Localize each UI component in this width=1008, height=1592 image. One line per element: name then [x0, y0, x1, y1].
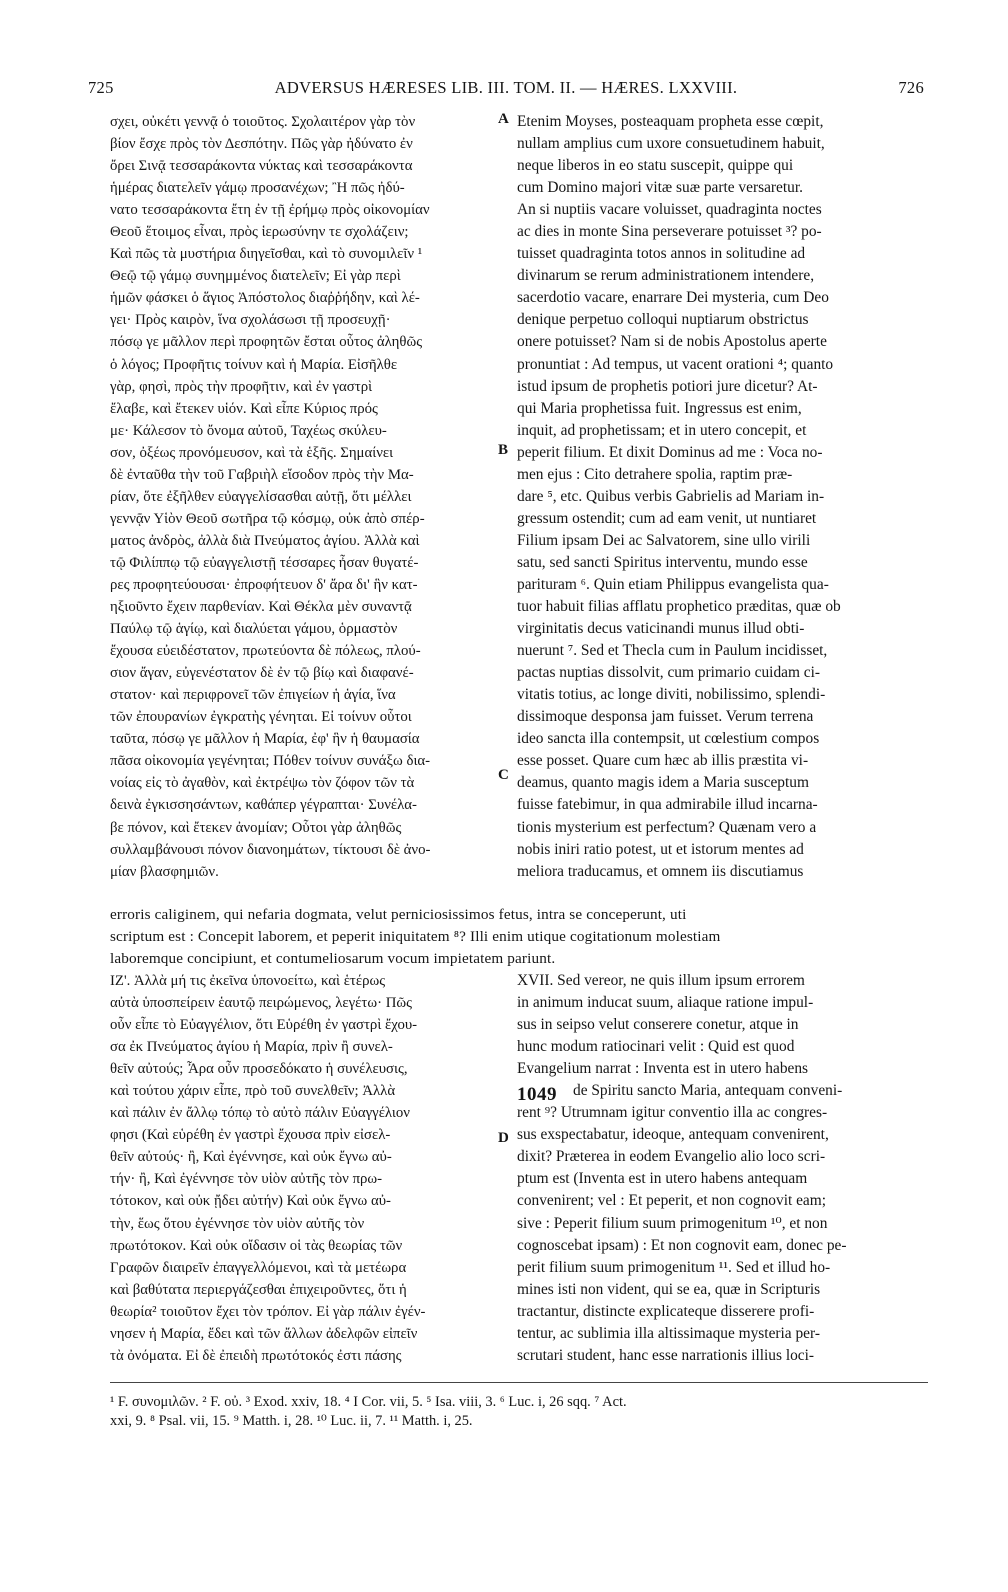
greek-text-line: σιον ἄγαν, εὐγενέστατον δὲ ἐν τῷ βίῳ καὶ διαφανέ- — [110, 665, 414, 682]
latin-text-line: deamus, quanto magis idem a Maria susceptum — [517, 774, 809, 792]
footnotes — [110, 1393, 930, 1431]
latin-column-lower — [517, 970, 927, 1367]
margin-marker-a: A — [498, 111, 509, 127]
latin-text-line: dixit? Præterea in eodem Evangelio alio loco scri- — [517, 1148, 826, 1166]
greek-text-line: θεῖν αὐτούς; Ἆρα οὖν προσεδόκατο ἡ συνέλευσις, — [110, 1061, 408, 1078]
full-width-text-line: laboremque concipiunt, et contumeliosarum vocum impietatem pariunt. — [110, 950, 556, 968]
greek-text-line: ματος ἀνδρὸς, ἀλλὰ διὰ Πνεύματος ἁγίου. Ἀλλὰ καὶ — [110, 532, 420, 549]
latin-text-line: dare ⁵, etc. Quibus verbis Gabrielis ad Mariam in- — [517, 487, 825, 505]
latin-text-line: sive : Peperit filium suum primogenitum ¹⁰, et non — [517, 1214, 828, 1232]
footnote-rule — [110, 1382, 928, 1383]
latin-text-line: Evangelium narrat : Inventa est in utero habens — [517, 1060, 809, 1078]
latin-text-line: satu, sed sancti Spiritus interventu, mundo esse — [517, 553, 808, 571]
latin-text-line: peperit filium. Et dixit Dominus ad me : Voca no- — [517, 443, 823, 461]
full-width-text — [110, 904, 930, 970]
latin-text-line: tentur, ac sublimia illa altissimaque mysteria per- — [517, 1324, 820, 1342]
margin-marker-d: D — [498, 1130, 509, 1146]
greek-text-line: ὄρει Σινᾷ τεσσαράκοντα νύκτας καὶ τεσσαράκοντα — [110, 158, 413, 175]
latin-text-line: scrutari student, hanc esse narrationis illius loci- — [517, 1346, 815, 1364]
margin-marker-c: C — [498, 767, 509, 783]
greek-text-line: νησεν ἡ Μαρία, ἔδει καὶ τῶν ἄλλων ἀδελφῶν εἰπεῖν — [110, 1325, 418, 1342]
greek-text-line: ἡμέρας διατελεῖν γάμῳ προσανέχων; Ἢ πῶς ἠδύ- — [110, 180, 405, 197]
page-number-left: 725 — [88, 78, 114, 97]
latin-text-line: convenirent; vel : Et peperit, et non cognovit eam; — [517, 1192, 827, 1210]
latin-text-line: gressum ostendit; cum ad eam venit, ut nuntiaret — [517, 509, 817, 527]
greek-text-line: ΙΖ'. Ἀλλὰ μή τις ἐκεῖνα ὑπονοείτω, καὶ ἑτέρως — [110, 973, 386, 989]
latin-text-line: de Spiritu sancto Maria, antequam conveni- — [573, 1082, 843, 1100]
greek-text-line: καὶ τούτου χάριν εἶπε, πρὸ τοῦ συνελθεῖν; Ἀλλὰ — [110, 1083, 396, 1100]
greek-text-line: νοίας εἰς τὸ ἀγαθὸν, καὶ ἐκτρέψω τὸν ζόφον τῶν τὰ — [110, 775, 415, 792]
latin-text-line: nuerunt ⁷. Sed et Thecla cum in Paulum incidisset, — [517, 642, 828, 660]
greek-text-line: πόσῳ γε μᾶλλον περὶ προφητῶν ἔσται οὗτος ἀληθῶς — [110, 334, 423, 351]
latin-text-line: virginitatis decus vaticinandi munus illud obti- — [517, 620, 805, 638]
latin-text-line: sus exspectabatur, ideoque, antequam convenirent, — [517, 1126, 829, 1144]
latin-text-line: meliora traducamus, et omnem iis discutiamus — [517, 862, 804, 880]
greek-text-line: οὖν εἶπε τὸ Εὐαγγέλιον, ὅτι Εὑρέθη ἐν γαστρὶ ἔχου- — [110, 1017, 418, 1034]
greek-text-line: ρες προφητεύουσαι· ἐπροφήτευον δ' ἄρα δι' ἣν κατ- — [110, 576, 418, 593]
page-number-right: 726 — [898, 78, 924, 97]
greek-text-line: ρίαν, ὅτε ἐξῆλθεν εὐαγγελίσασθαι αὐτῇ, ὅτι μέλλει — [110, 488, 412, 505]
greek-text-line: θεωρία² τοιοῦτον ἔχει τὸν τρόπον. Εἰ γὰρ πάλιν ἐγέν- — [110, 1303, 426, 1320]
latin-text-line: sacerdotio vacare, enarrare Dei mysteria, cum Deo — [517, 289, 829, 307]
greek-text-line: ὁ λόγος; Προφῆτις τοίνυν καὶ ἡ Μαρία. Εἰσῆλθε — [110, 356, 398, 373]
latin-text-line: ac dies in monte Sina perseverare potuisset ³? po- — [517, 223, 822, 241]
latin-text-line: pactas nuptias dissolvit, cum primario cuidam ci- — [517, 664, 821, 682]
greek-text-line: ταῦτα, πόσῳ γε μᾶλλον ἡ Μαρία, ἐφ' ἣν ἡ θαυμασία — [110, 731, 420, 748]
latin-text-line: inquit, ad prophetissam; et in utero concepit, et — [517, 421, 807, 439]
greek-text-line: αὐτὰ ὑποσπείρειν ἑαυτῷ πειρώμενος, λεγέτω· Πῶς — [110, 995, 412, 1012]
latin-text-line: vitatis totius, ac longe diviti, nobilissimo, splendi- — [517, 686, 826, 704]
greek-text-line: βίον ἔσχε πρὸς τὸν Δεσπότην. Πῶς γὰρ ἠδύνατο ἐν — [110, 136, 413, 153]
greek-text-line: ηξιοῦντο ἔχειν παρθενίαν. Καὶ Θέκλα μὲν συναντᾷ — [110, 599, 412, 616]
greek-text-line: γεννᾷν Υἱὸν Θεοῦ σωτῆρα τῷ κόσμῳ, οὐκ ἀπὸ σπέρ- — [110, 510, 425, 527]
latin-text-line: men ejus : Cito detrahere spolia, raptim præ- — [517, 465, 793, 483]
greek-text-line: πᾶσα οἰκονομία γεγένηται; Πόθεν τοίνυν συνάξω δια- — [110, 753, 431, 770]
greek-text-line: νατο τεσσαράκοντα ἔτη ἐν τῇ ἐρήμῳ πρὸς οἰκονομίαν — [110, 202, 430, 219]
greek-text-line: ἔλαβε, καὶ ἔτεκεν υἱόν. Καὶ εἶπε Κύριος πρός — [110, 400, 378, 417]
latin-text-line: perit filium suum primogenitum ¹¹. Sed et illud ho- — [517, 1258, 831, 1276]
latin-text-line: tionis mysterium est perfectum? Quænam vero a — [517, 818, 817, 836]
greek-text-line: τῷ Φιλίππῳ τῷ εὐαγγελιστῇ τέσσαρες ἦσαν θυγατέ- — [110, 554, 419, 571]
full-width-text-line: scriptum est : Concepit laborem, et peperit iniquitatem ⁸? Illi enim utique cogitationum molestiam — [110, 928, 721, 946]
greek-text-line: σα ἐκ Πνεύματος ἁγίου ἡ Μαρία, πρὶν ἢ συνελ- — [110, 1039, 393, 1056]
greek-text-line: τὰ ὀνόματα. Εἰ δὲ ἐπειδὴ πρωτότοκός ἐστι πάσης — [110, 1347, 402, 1364]
greek-text-line: θεῖν αὐτούς· ἢ, Καὶ ἐγέννησε, καὶ οὐκ ἔγνω αὐ- — [110, 1149, 392, 1166]
greek-text-line: βε πόνον, καὶ ἔτεκεν ἀνομίαν; Οὗτοι γὰρ ἀληθῶς — [110, 819, 402, 836]
latin-text-line: tractantur, distincte explicateque disserere profi- — [517, 1302, 815, 1320]
latin-text-line: An si nuptiis vacare voluisset, quadraginta noctes — [517, 201, 822, 219]
latin-text-line: XVII. Sed vereor, ne quis illum ipsum errorem — [517, 972, 805, 989]
full-width-text-line: erroris caliginem, qui nefaria dogmata, velut perniciosissimos fetus, intra se conceperunt, uti — [110, 906, 687, 923]
greek-text-line: γὰρ, φησὶ, πρὸς τὴν προφῆτιν, καὶ ἐν γαστρὶ — [110, 378, 373, 395]
greek-text-line: γει· Πρὸς καιρὸν, ἵνα σχολάσωσι τῇ προσευχῇ· — [110, 312, 391, 329]
latin-text-line: divinarum se rerum administrationem intendere, — [517, 267, 815, 285]
latin-text-line: rent ⁹? Utrumnam igitur conventio illa ac congres- — [517, 1104, 828, 1122]
latin-text-line: istud ipsum de prophetis potiori jure dicetur? At- — [517, 377, 818, 395]
greek-text-line: σον, ὀξέως προνόμευσον, καὶ τὰ ἑξῆς. Σημαίνει — [110, 444, 394, 461]
greek-text-line: σχει, οὐκέτι γεννᾷ ὁ τοιοῦτος. Σχολαιτέρον γὰρ τὸν — [110, 114, 416, 130]
greek-column-lower — [110, 970, 498, 1367]
running-title: ADVERSUS HÆRESES LIB. III. TOM. II. — HÆRES. LXXVIII. — [274, 78, 738, 97]
greek-text-line: συλλαμβάνουσι πόνον διανοημάτων, τίκτουσι δὲ ἀνο- — [110, 841, 431, 858]
column-number: 1049 — [517, 1084, 557, 1105]
greek-text-line: Θεῷ τῷ γάμῳ συνημμένος διατελεῖν; Εἰ γὰρ περὶ — [110, 268, 401, 285]
latin-text-line: Etenim Moyses, posteaquam propheta esse cœpit, — [517, 113, 824, 130]
latin-text-line: pronuntiat : Ad tempus, ut vacent orationi ⁴; quanto — [517, 355, 834, 373]
greek-text-line: φησι (Καὶ εὑρέθη ἐν γαστρὶ ἔχουσα πρὶν εἰσελ- — [110, 1127, 391, 1144]
greek-column-upper — [110, 111, 498, 883]
footnote-line: ¹ F. συνομιλῶν. ² F. οὐ. ³ Exod. xxiv, 18. ⁴ I Cor. vii, 5. ⁵ Isa. viii, 3. ⁶ Luc. i, 26 sqq. ⁷ Act. — [110, 1394, 627, 1410]
footnote-line: xxi, 9. ⁸ Psal. vii, 15. ⁹ Matth. i, 28. ¹⁰ Luc. ii, 7. ¹¹ Matth. i, 25. — [110, 1413, 473, 1429]
greek-text-line: Καὶ πῶς τὰ μυστήρια διηγεῖσθαι, καὶ τὸ συνομιλεῖν ¹ — [110, 246, 423, 263]
running-header — [88, 78, 924, 100]
latin-text-line: esse posset. Quare cum hæc ab illis præstita vi- — [517, 752, 809, 770]
greek-text-line: τὴν, ἕως ὅτου ἐγέννησε τὸν υἱὸν αὐτῆς τὸν — [110, 1215, 365, 1232]
latin-text-line: Filium ipsam Dei ac Salvatorem, sine ullo virili — [517, 531, 811, 549]
latin-text-line: in animum inducat suum, aliaque ratione impul- — [517, 994, 814, 1012]
latin-text-line: cum Domino majori vitæ suæ parte versaretur. — [517, 179, 803, 197]
latin-text-line: fuisse fatebimur, in qua admirabile illud incarna- — [517, 796, 818, 814]
greek-text-line: πρωτότοκον. Καὶ οὐκ οἴδασιν οἱ τὰς θεωρίας τῶν — [110, 1237, 403, 1254]
latin-text-line: parituram ⁶. Quin etiam Philippus evangelista qua- — [517, 575, 829, 593]
latin-text-line: sus in seipso velut conserere conetur, atque in — [517, 1016, 799, 1034]
greek-text-line: δὲ ἐνταῦθα τὴν τοῦ Γαβριὴλ εἴσοδον πρὸς τὴν Μα- — [110, 466, 414, 483]
greek-text-line: ἔχουσα εὐειδέστατον, πρωτεύοντα δὲ πόλεως, πλού- — [110, 643, 421, 660]
latin-text-line: onere potuisset? Nam si de nobis Apostolus aperte — [517, 333, 827, 351]
latin-text-line: cognoscebat ipsam) : Et non cognovit eam, donec pe- — [517, 1236, 847, 1254]
latin-text-line: neque liberos in eo statu suscepit, quippe qui — [517, 157, 794, 175]
latin-text-line: tuisset quadraginta totos annos in solitudine ad — [517, 245, 806, 263]
greek-text-line: μίαν βλασφημιῶν. — [110, 863, 219, 880]
margin-marker-b: B — [498, 442, 509, 458]
latin-column-upper — [517, 111, 927, 883]
latin-text-line: dissimoque desponsa jam fuisset. Verum terrena — [517, 708, 814, 726]
greek-text-line: καὶ πάλιν ἐν ἄλλῳ τόπῳ τὸ αὐτὸ πάλιν Εὐαγγέλιον — [110, 1105, 410, 1122]
latin-text-line: mines isti non vident, qui se ea, quæ in Scripturis — [517, 1280, 821, 1298]
greek-text-line: τήν· ἢ, Καὶ ἐγέννησε τὸν υἱὸν αὐτῆς τὸν πρω- — [110, 1171, 383, 1188]
latin-text-line: ideo sancta illa contempsit, ut cœlestium compos — [517, 730, 820, 748]
greek-text-line: καὶ βαθύτατα περιεργάζεσθαι ἐπιχειροῦντες, ὅτι ἡ — [110, 1281, 407, 1298]
latin-text-line: tuor habuit filias afflatu prophetico præditas, quæ ob — [517, 598, 841, 616]
greek-text-line: στατον· καὶ περιφρονεῖ τῶν ἐπιγείων ἡ ἁγία, ἵνα — [110, 687, 396, 704]
latin-text-line: hunc modum ratiocinari velit : Quid est quod — [517, 1038, 795, 1056]
latin-text-line: denique perpetuo colloqui nuptiarum obstrictus — [517, 311, 809, 329]
greek-text-line: τότοκον, καὶ οὐκ ᾔδει αὐτήν) Καὶ οὐκ ἔγνω αὐ- — [110, 1193, 391, 1210]
latin-text-line: nobis iniri ratio potest, ut et istorum mentes ad — [517, 840, 804, 858]
greek-text-line: Παύλῳ τῷ ἁγίῳ, καὶ διαλύεται γάμου, ὁρμαστὸν — [110, 621, 398, 638]
latin-text-line: qui Maria prophetissa fuit. Ingressus est enim, — [517, 399, 802, 417]
greek-text-line: Θεοῦ ἕτοιμος εἶναι, πρὸς ἱερωσύνην τε σχολάζειν; — [110, 224, 409, 241]
greek-text-line: ἡμῶν φάσκει ὁ ἅγιος Ἀπόστολος διαῤῥήδην, καὶ λέ- — [110, 290, 420, 307]
greek-text-line: Γραφῶν διαιρεῖν ἐπαγγελλόμενοι, καὶ τὰ μετέωρα — [110, 1259, 407, 1276]
greek-text-line: τῶν ἐπουρανίων ἐγκρατὴς γένηται. Εἰ τοίνυν οὗτοι — [110, 709, 412, 726]
greek-text-line: δεινὰ ἐγκισσησάντων, καθάπερ γέγραπται· Συνέλα- — [110, 797, 417, 814]
latin-text-line: ptum est (Inventa est in utero habens antequam — [517, 1170, 808, 1188]
greek-text-line: με· Κάλεσον τὸ ὄνομα αὐτοῦ, Ταχέως σκύλευ- — [110, 422, 387, 439]
latin-text-line: nullam amplius cum uxore consuetudinem habuit, — [517, 135, 825, 153]
